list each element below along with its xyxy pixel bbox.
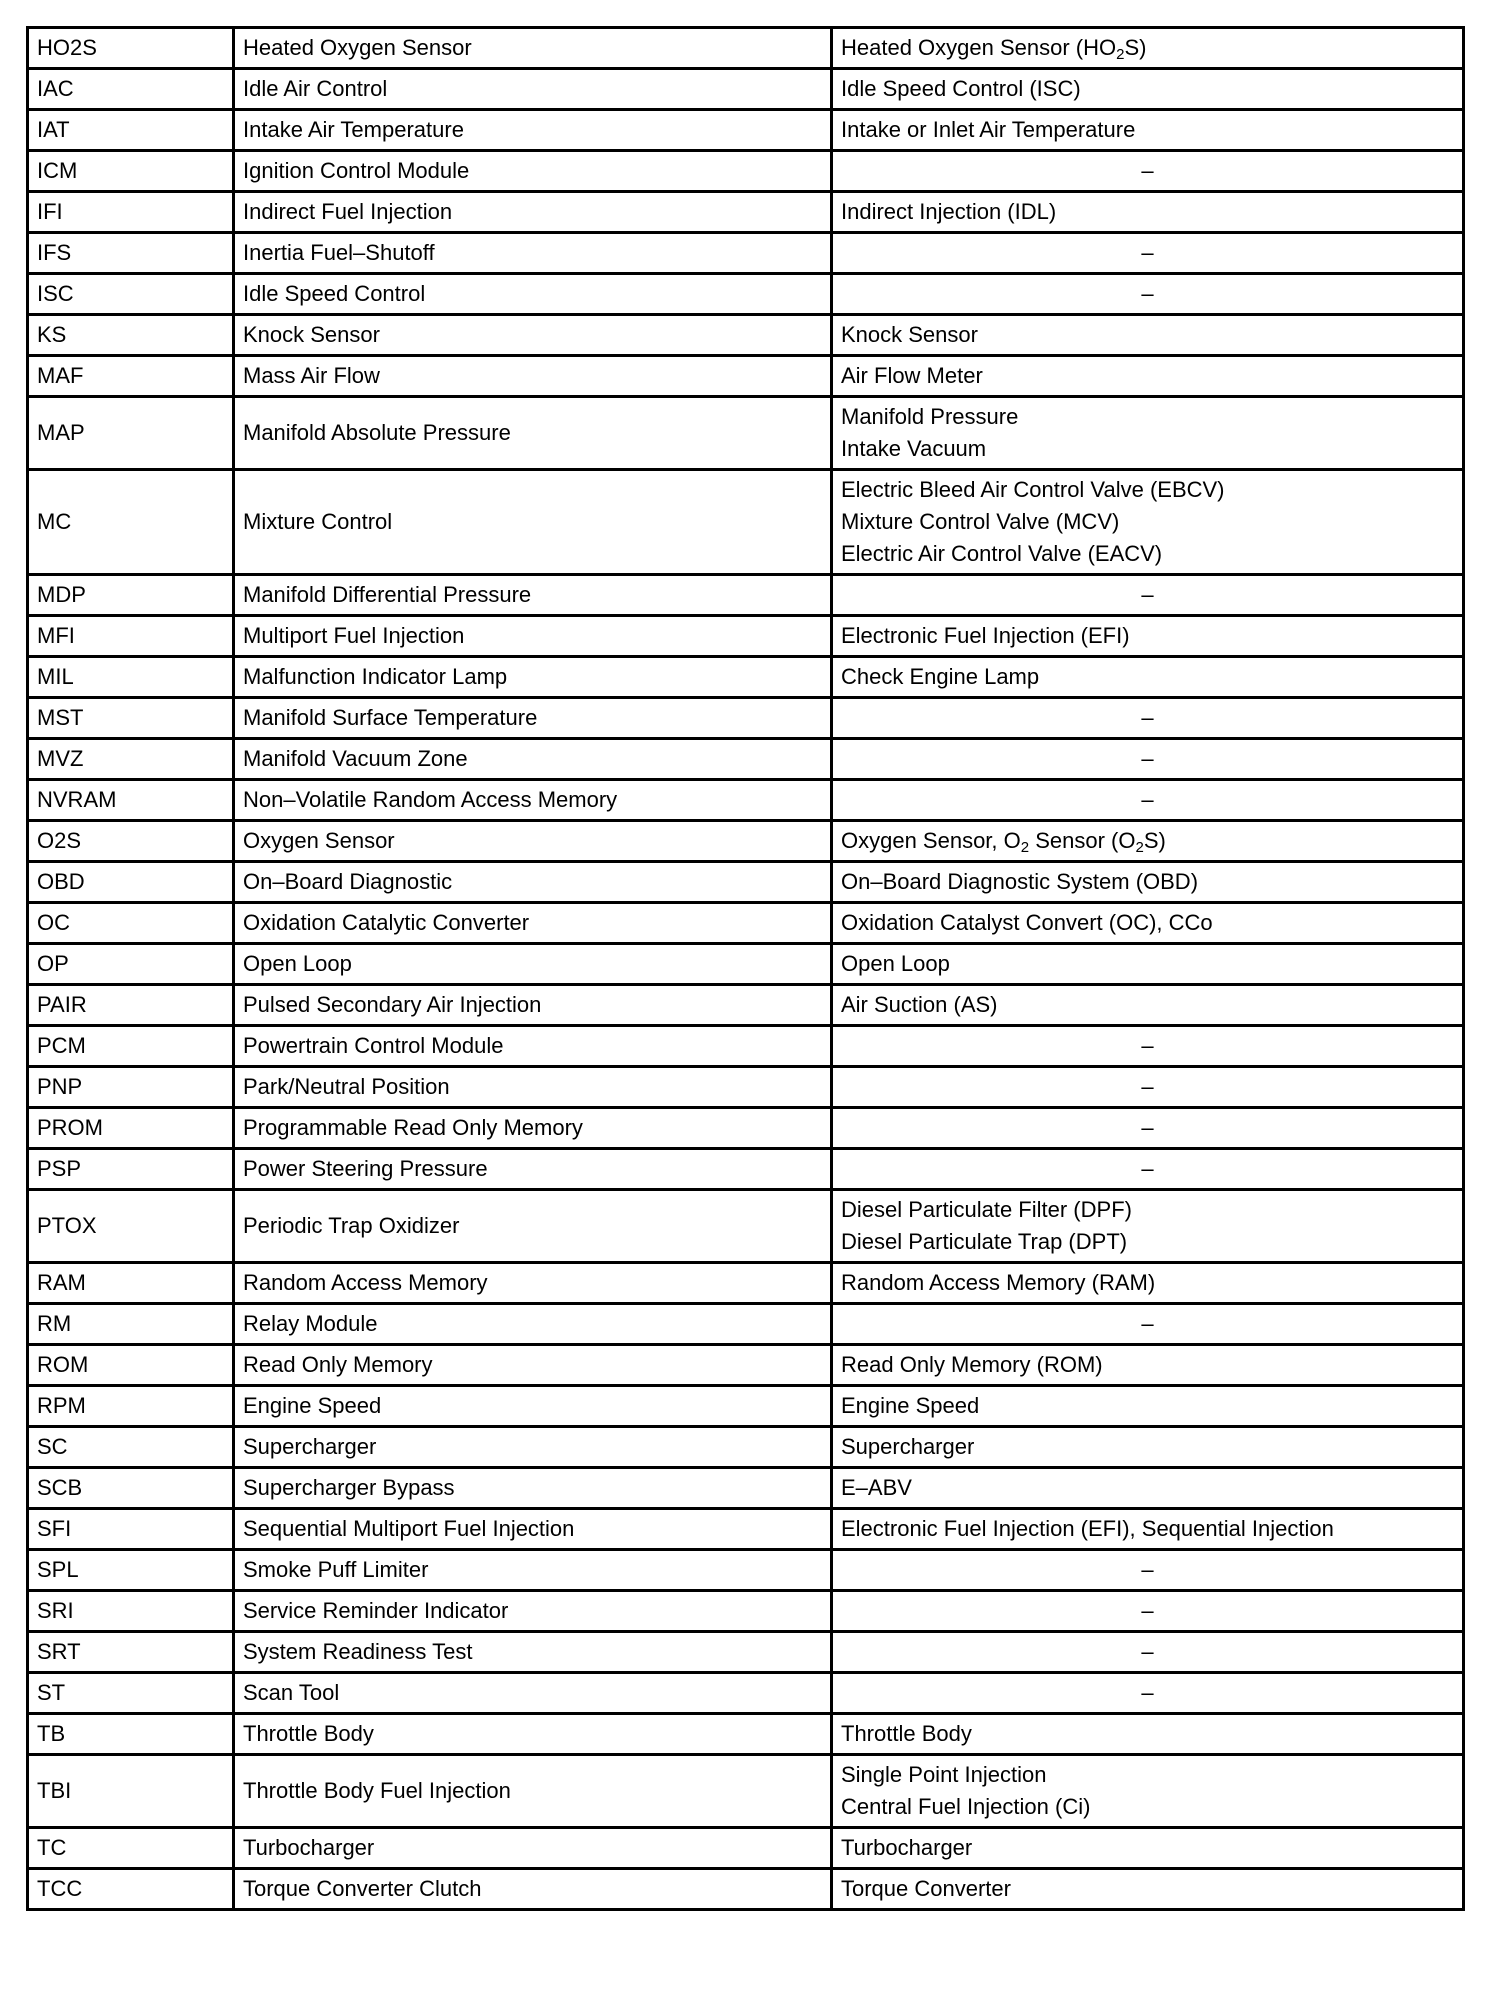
table-row xyxy=(28,944,1464,985)
table-row xyxy=(28,657,1464,698)
table-row xyxy=(28,903,1464,944)
equivalent-term-line: Engine Speed xyxy=(841,1393,980,1418)
term-cell: Non–Volatile Random Access Memory xyxy=(234,780,832,821)
term-cell: Oxygen Sensor xyxy=(234,821,832,862)
equivalent-term-line: Manifold Pressure xyxy=(841,404,1019,429)
equivalent-term-line: Torque Converter xyxy=(841,1876,1011,1901)
equivalent-term-line: Diesel Particulate Trap (DPT) xyxy=(841,1229,1128,1254)
equivalent-term-cell xyxy=(832,356,1464,397)
equivalent-term-line: Electronic Fuel Injection (EFI) xyxy=(841,623,1130,648)
abbreviation-cell: TC xyxy=(28,1828,234,1869)
term-cell: Read Only Memory xyxy=(234,1345,832,1386)
table-row xyxy=(28,69,1464,110)
table-row xyxy=(28,1427,1464,1468)
abbreviation-cell: ST xyxy=(28,1673,234,1714)
term-cell: Idle Air Control xyxy=(234,69,832,110)
equivalent-term-line: – xyxy=(1141,1639,1154,1664)
equivalent-term-cell xyxy=(832,1108,1464,1149)
abbreviation-cell: SFI xyxy=(28,1509,234,1550)
equivalent-term-line: – xyxy=(1141,746,1154,771)
equivalent-term-line: – xyxy=(1141,240,1154,265)
term-cell: System Readiness Test xyxy=(234,1632,832,1673)
term-cell: Manifold Differential Pressure xyxy=(234,575,832,616)
term-cell: Manifold Vacuum Zone xyxy=(234,739,832,780)
abbreviation-cell: SRI xyxy=(28,1591,234,1632)
equivalent-term-cell xyxy=(832,1714,1464,1755)
abbreviation-cell: OBD xyxy=(28,862,234,903)
table-row xyxy=(28,1828,1464,1869)
equivalent-term-cell xyxy=(832,657,1464,698)
term-cell: Mass Air Flow xyxy=(234,356,832,397)
term-cell: Mixture Control xyxy=(234,470,832,575)
term-cell: Service Reminder Indicator xyxy=(234,1591,832,1632)
equivalent-term-cell xyxy=(832,1190,1464,1263)
table-row xyxy=(28,470,1464,575)
term-cell: Oxidation Catalytic Converter xyxy=(234,903,832,944)
equivalent-term-cell xyxy=(832,575,1464,616)
term-cell: Multiport Fuel Injection xyxy=(234,616,832,657)
equivalent-term-line: – xyxy=(1141,158,1154,183)
abbreviation-cell: IAC xyxy=(28,69,234,110)
equivalent-term-line: – xyxy=(1141,1115,1154,1140)
abbreviation-cell: PROM xyxy=(28,1108,234,1149)
equivalent-term-line: Single Point Injection xyxy=(841,1762,1047,1787)
abbreviation-cell: PNP xyxy=(28,1067,234,1108)
equivalent-term-cell xyxy=(832,192,1464,233)
equivalent-term-cell xyxy=(832,1632,1464,1673)
equivalent-term-cell xyxy=(832,274,1464,315)
table-row xyxy=(28,192,1464,233)
equivalent-term-line: Air Flow Meter xyxy=(841,363,983,388)
equivalent-term-cell xyxy=(832,1386,1464,1427)
abbreviation-cell: HO2S xyxy=(28,28,234,69)
table-body xyxy=(28,28,1464,1910)
equivalent-term-cell xyxy=(832,1149,1464,1190)
abbreviation-cell: MAP xyxy=(28,397,234,470)
equivalent-term-line: Oxygen Sensor, $O_2$ Sensor $(O_2S)$ xyxy=(841,828,1166,856)
abbreviation-cell: RPM xyxy=(28,1386,234,1427)
abbreviation-cell: SCB xyxy=(28,1468,234,1509)
equivalent-term-line: Electric Air Control Valve (EACV) xyxy=(841,541,1163,566)
term-cell: Ignition Control Module xyxy=(234,151,832,192)
abbreviation-cell: ISC xyxy=(28,274,234,315)
equivalent-term-cell xyxy=(832,698,1464,739)
abbreviation-cell: TBI xyxy=(28,1755,234,1828)
term-cell: Powertrain Control Module xyxy=(234,1026,832,1067)
table-row xyxy=(28,1755,1464,1828)
term-cell: Power Steering Pressure xyxy=(234,1149,832,1190)
equivalent-term-cell xyxy=(832,1755,1464,1828)
abbreviation-cell: MAF xyxy=(28,356,234,397)
equivalent-term-line: Intake or Inlet Air Temperature xyxy=(841,117,1136,142)
abbreviation-cell: MFI xyxy=(28,616,234,657)
table-row xyxy=(28,1263,1464,1304)
equivalent-term-line: On–Board Diagnostic System (OBD) xyxy=(841,869,1199,894)
equivalent-term-cell xyxy=(832,69,1464,110)
term-cell: Pulsed Secondary Air Injection xyxy=(234,985,832,1026)
equivalent-term-line: – xyxy=(1141,1680,1154,1705)
table-row xyxy=(28,1386,1464,1427)
table-row xyxy=(28,233,1464,274)
equivalent-term-cell xyxy=(832,151,1464,192)
equivalent-term-cell xyxy=(832,470,1464,575)
equivalent-term-line: Idle Speed Control (ISC) xyxy=(841,76,1081,101)
abbreviation-cell: MIL xyxy=(28,657,234,698)
equivalent-term-line: Heated Oxygen Sensor $(HO_2S)$ xyxy=(841,35,1147,63)
table-row xyxy=(28,1550,1464,1591)
table-row xyxy=(28,1714,1464,1755)
abbreviation-cell: ICM xyxy=(28,151,234,192)
table-row xyxy=(28,1026,1464,1067)
table-row xyxy=(28,862,1464,903)
term-cell: Relay Module xyxy=(234,1304,832,1345)
equivalent-term-line: – xyxy=(1141,1156,1154,1181)
table-row xyxy=(28,1869,1464,1910)
equivalent-term-cell xyxy=(832,1345,1464,1386)
table-row xyxy=(28,1509,1464,1550)
equivalent-term-line: – xyxy=(1141,281,1154,306)
term-cell: On–Board Diagnostic xyxy=(234,862,832,903)
abbreviation-cell: SC xyxy=(28,1427,234,1468)
abbreviation-cell: IFS xyxy=(28,233,234,274)
equivalent-term-line: Random Access Memory (RAM) xyxy=(841,1270,1156,1295)
table-row xyxy=(28,1591,1464,1632)
term-cell: Torque Converter Clutch xyxy=(234,1869,832,1910)
abbreviation-cell: PTOX xyxy=(28,1190,234,1263)
equivalent-term-cell xyxy=(832,739,1464,780)
table-row xyxy=(28,575,1464,616)
table-row xyxy=(28,780,1464,821)
term-cell: Scan Tool xyxy=(234,1673,832,1714)
table-row xyxy=(28,1345,1464,1386)
table-row xyxy=(28,1108,1464,1149)
term-cell: Park/Neutral Position xyxy=(234,1067,832,1108)
abbreviation-cell: O2S xyxy=(28,821,234,862)
table-row xyxy=(28,1632,1464,1673)
table-row xyxy=(28,315,1464,356)
abbreviation-cell: MDP xyxy=(28,575,234,616)
equivalent-term-line: – xyxy=(1141,1074,1154,1099)
term-cell: Engine Speed xyxy=(234,1386,832,1427)
table-row xyxy=(28,110,1464,151)
term-cell: Manifold Absolute Pressure xyxy=(234,397,832,470)
abbreviation-cell: RAM xyxy=(28,1263,234,1304)
equivalent-term-cell xyxy=(832,616,1464,657)
equivalent-term-line: Mixture Control Valve (MCV) xyxy=(841,509,1120,534)
table-row xyxy=(28,151,1464,192)
term-cell: Intake Air Temperature xyxy=(234,110,832,151)
equivalent-term-cell xyxy=(832,821,1464,862)
table-row xyxy=(28,1190,1464,1263)
term-cell: Idle Speed Control xyxy=(234,274,832,315)
equivalent-term-cell xyxy=(832,1304,1464,1345)
equivalent-term-line: Throttle Body xyxy=(841,1721,972,1746)
equivalent-term-line: – xyxy=(1141,582,1154,607)
table-row xyxy=(28,698,1464,739)
term-cell: Inertia Fuel–Shutoff xyxy=(234,233,832,274)
equivalent-term-cell xyxy=(832,1509,1464,1550)
equivalent-term-cell xyxy=(832,780,1464,821)
table-row xyxy=(28,985,1464,1026)
equivalent-term-cell xyxy=(832,903,1464,944)
abbreviation-cell: PCM xyxy=(28,1026,234,1067)
abbreviation-cell: PSP xyxy=(28,1149,234,1190)
abbreviation-cell: KS xyxy=(28,315,234,356)
equivalent-term-cell xyxy=(832,1263,1464,1304)
table-row xyxy=(28,28,1464,69)
table-row xyxy=(28,1673,1464,1714)
abbreviation-cell: TCC xyxy=(28,1869,234,1910)
equivalent-term-line: – xyxy=(1141,787,1154,812)
table-row xyxy=(28,274,1464,315)
abbreviation-cell: MST xyxy=(28,698,234,739)
table-row xyxy=(28,1304,1464,1345)
equivalent-term-cell xyxy=(832,1673,1464,1714)
term-cell: Sequential Multiport Fuel Injection xyxy=(234,1509,832,1550)
term-cell: Turbocharger xyxy=(234,1828,832,1869)
equivalent-term-line: E–ABV xyxy=(841,1475,912,1500)
equivalent-term-cell xyxy=(832,233,1464,274)
abbreviation-cell: MC xyxy=(28,470,234,575)
equivalent-term-cell xyxy=(832,1591,1464,1632)
equivalent-term-line: Air Suction (AS) xyxy=(841,992,998,1017)
abbreviation-cell: IAT xyxy=(28,110,234,151)
table-row xyxy=(28,397,1464,470)
equivalent-term-cell xyxy=(832,985,1464,1026)
equivalent-term-cell xyxy=(832,1828,1464,1869)
equivalent-term-line: Electric Bleed Air Control Valve (EBCV) xyxy=(841,477,1225,502)
equivalent-term-line: – xyxy=(1141,1598,1154,1623)
term-cell: Programmable Read Only Memory xyxy=(234,1108,832,1149)
equivalent-term-line: – xyxy=(1141,1557,1154,1582)
equivalent-term-line: Read Only Memory (ROM) xyxy=(841,1352,1103,1377)
table-row xyxy=(28,821,1464,862)
equivalent-term-line: – xyxy=(1141,1311,1154,1336)
table-row xyxy=(28,356,1464,397)
term-cell: Indirect Fuel Injection xyxy=(234,192,832,233)
abbreviation-table xyxy=(26,26,1465,1911)
table-row xyxy=(28,1067,1464,1108)
term-cell: Throttle Body Fuel Injection xyxy=(234,1755,832,1828)
equivalent-term-cell xyxy=(832,862,1464,903)
equivalent-term-line: Knock Sensor xyxy=(841,322,978,347)
equivalent-term-line: Open Loop xyxy=(841,951,950,976)
term-cell: Heated Oxygen Sensor xyxy=(234,28,832,69)
term-cell: Open Loop xyxy=(234,944,832,985)
abbreviation-cell: ROM xyxy=(28,1345,234,1386)
equivalent-term-cell xyxy=(832,1550,1464,1591)
abbreviation-cell: RM xyxy=(28,1304,234,1345)
abbreviation-cell: SPL xyxy=(28,1550,234,1591)
abbreviation-cell: MVZ xyxy=(28,739,234,780)
equivalent-term-line: Intake Vacuum xyxy=(841,436,987,461)
equivalent-term-line: Turbocharger xyxy=(841,1835,973,1860)
equivalent-term-line: Indirect Injection (IDL) xyxy=(841,199,1057,224)
abbreviation-cell: TB xyxy=(28,1714,234,1755)
table-row xyxy=(28,1149,1464,1190)
equivalent-term-line: Supercharger xyxy=(841,1434,975,1459)
equivalent-term-line: – xyxy=(1141,705,1154,730)
equivalent-term-cell xyxy=(832,110,1464,151)
equivalent-term-cell xyxy=(832,28,1464,69)
equivalent-term-line: Central Fuel Injection (Ci) xyxy=(841,1794,1091,1819)
equivalent-term-line: Oxidation Catalyst Convert (OC), CCo xyxy=(841,910,1213,935)
equivalent-term-cell xyxy=(832,397,1464,470)
table-row xyxy=(28,739,1464,780)
equivalent-term-cell xyxy=(832,944,1464,985)
term-cell: Knock Sensor xyxy=(234,315,832,356)
term-cell: Smoke Puff Limiter xyxy=(234,1550,832,1591)
term-cell: Throttle Body xyxy=(234,1714,832,1755)
abbreviation-cell: PAIR xyxy=(28,985,234,1026)
table-row xyxy=(28,616,1464,657)
term-cell: Random Access Memory xyxy=(234,1263,832,1304)
equivalent-term-line: – xyxy=(1141,1033,1154,1058)
equivalent-term-cell xyxy=(832,315,1464,356)
equivalent-term-line: Check Engine Lamp xyxy=(841,664,1040,689)
term-cell: Periodic Trap Oxidizer xyxy=(234,1190,832,1263)
equivalent-term-line: Diesel Particulate Filter (DPF) xyxy=(841,1197,1132,1222)
equivalent-term-line: Electronic Fuel Injection (EFI), Sequential Injection xyxy=(841,1516,1334,1541)
equivalent-term-cell xyxy=(832,1026,1464,1067)
term-cell: Manifold Surface Temperature xyxy=(234,698,832,739)
abbreviation-cell: OC xyxy=(28,903,234,944)
equivalent-term-cell xyxy=(832,1427,1464,1468)
abbreviation-cell: SRT xyxy=(28,1632,234,1673)
table-row xyxy=(28,1468,1464,1509)
abbreviation-cell: OP xyxy=(28,944,234,985)
equivalent-term-cell xyxy=(832,1468,1464,1509)
term-cell: Supercharger Bypass xyxy=(234,1468,832,1509)
equivalent-term-cell xyxy=(832,1869,1464,1910)
term-cell: Malfunction Indicator Lamp xyxy=(234,657,832,698)
abbreviation-cell: NVRAM xyxy=(28,780,234,821)
equivalent-term-cell xyxy=(832,1067,1464,1108)
abbreviation-cell: IFI xyxy=(28,192,234,233)
term-cell: Supercharger xyxy=(234,1427,832,1468)
